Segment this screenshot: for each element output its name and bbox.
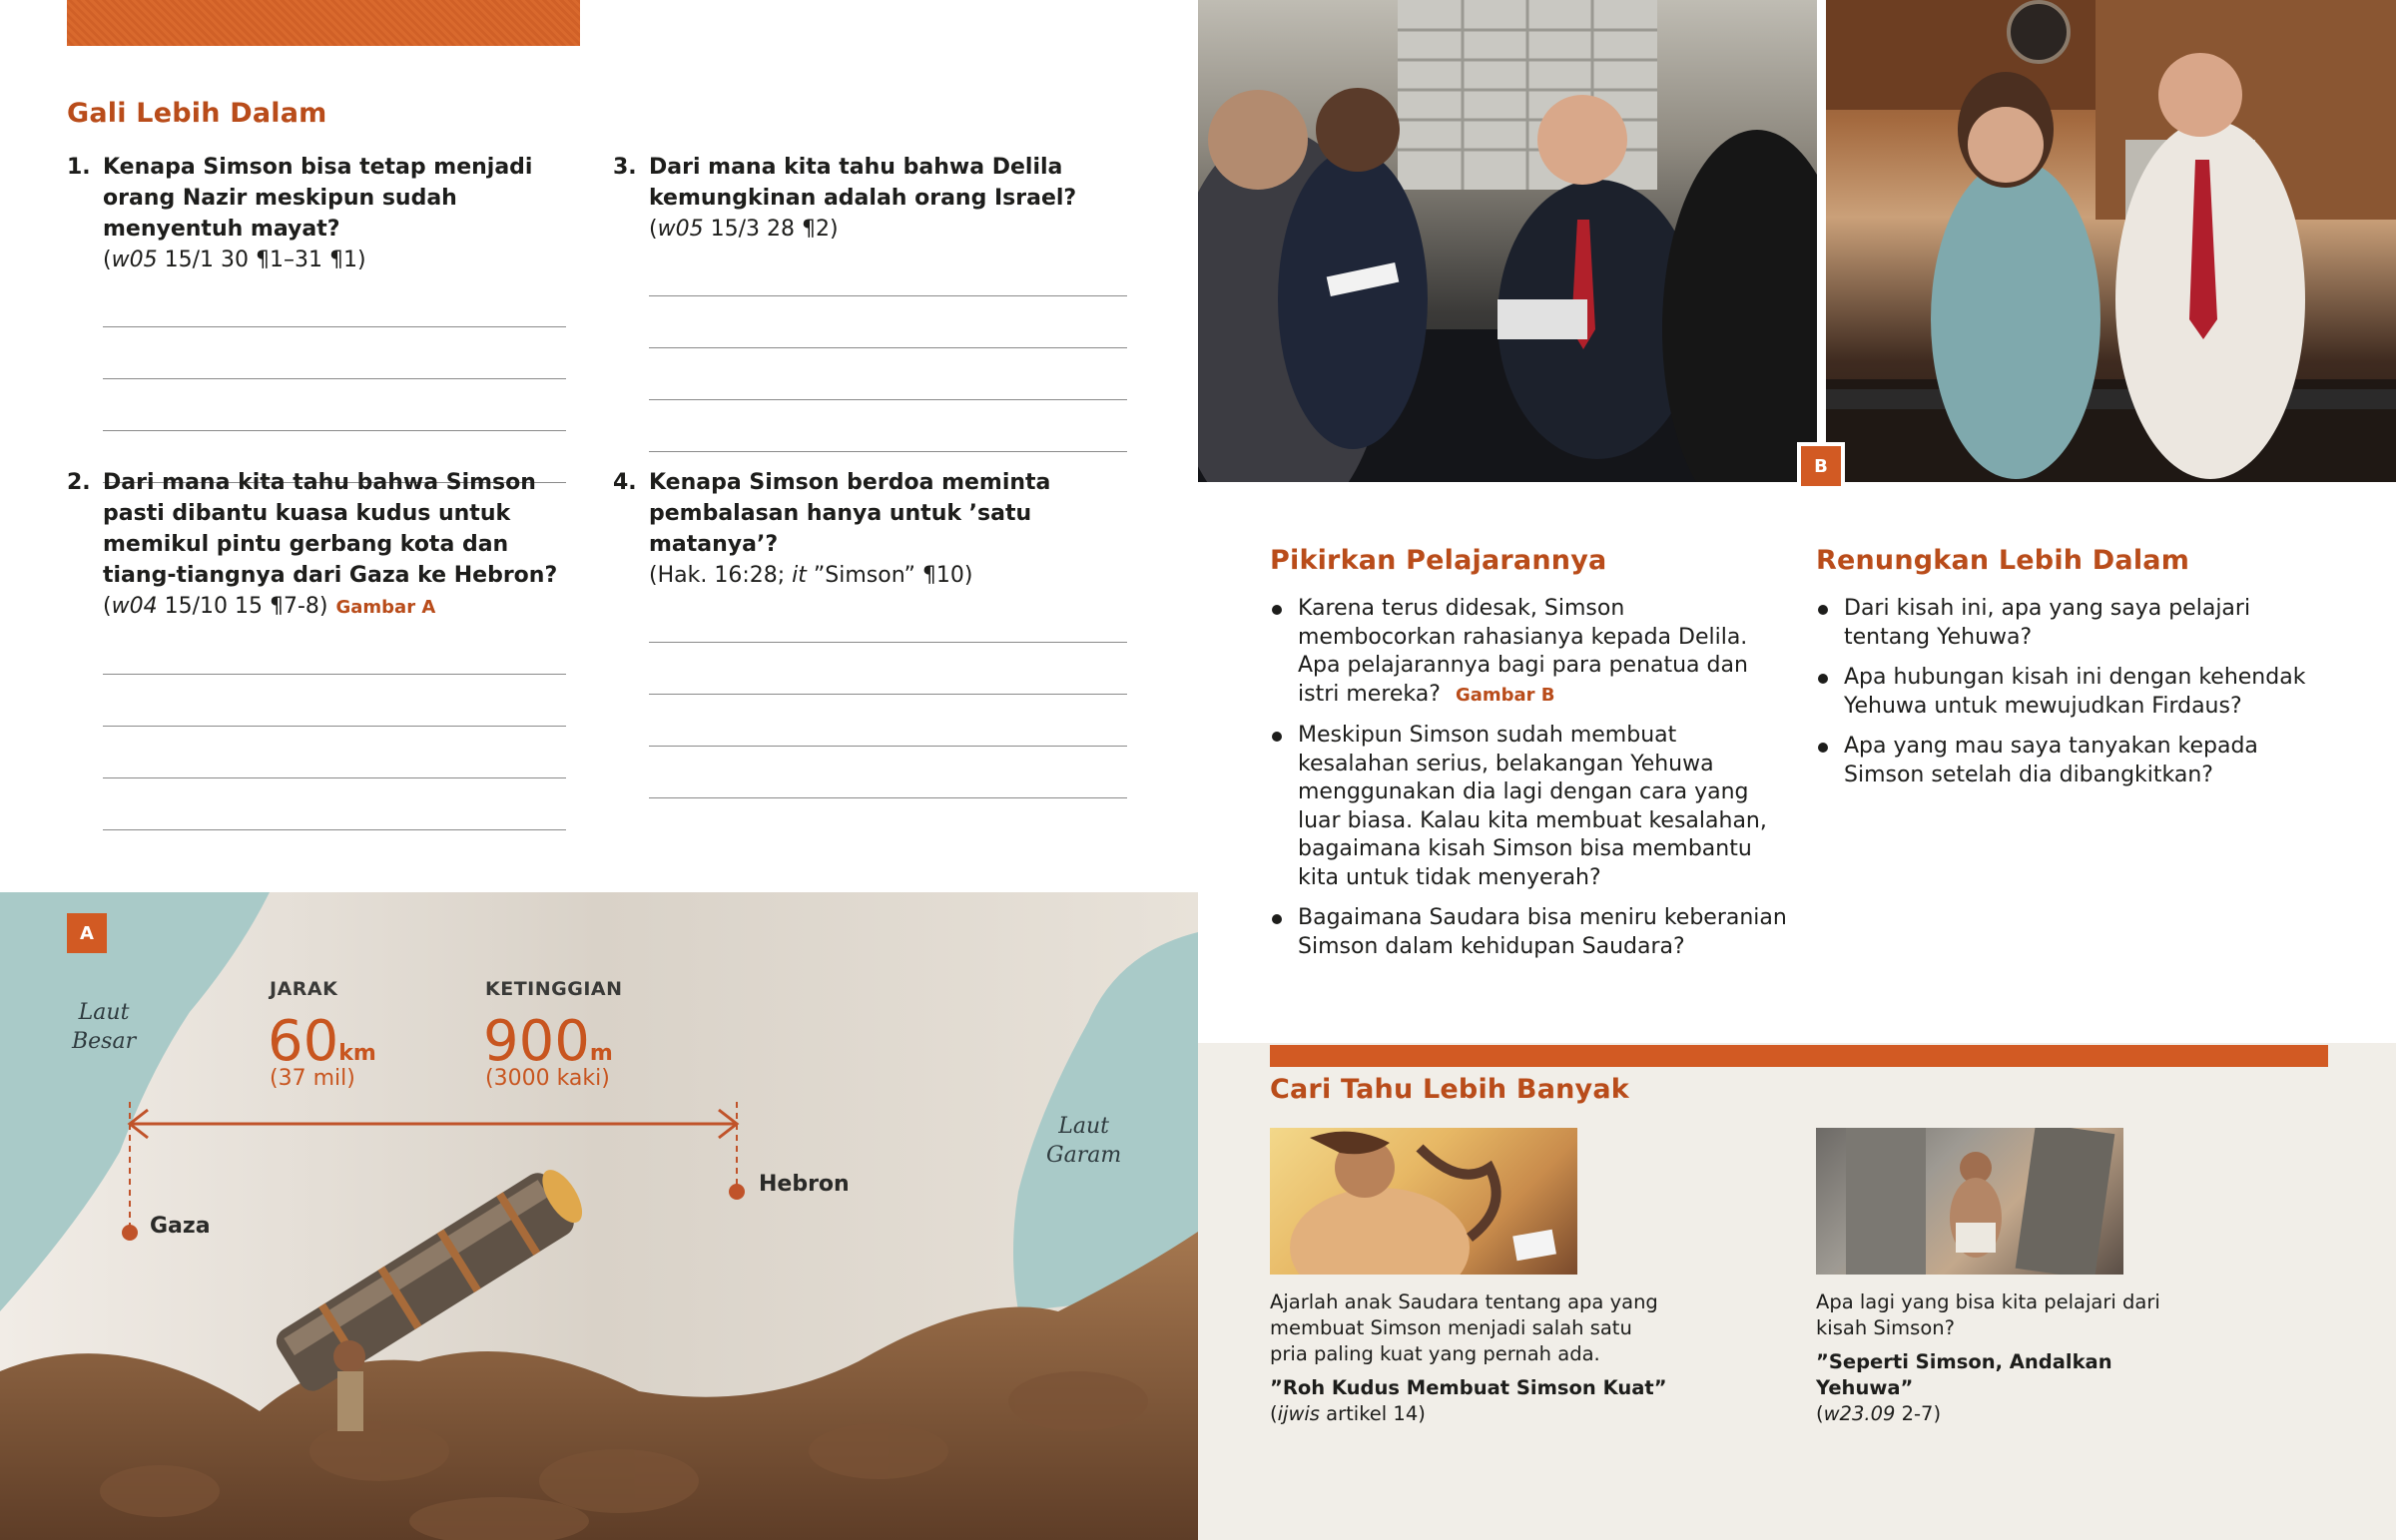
list-item: Dari kisah ini, apa yang saya pelajari tentang Yehuwa? [1816, 595, 2335, 652]
city-hebron: Hebron [759, 1172, 850, 1197]
elevation-value: 900m [483, 1009, 613, 1074]
question-text: Dari mana kita tahu bahwa Simson pasti dibantu kuasa kudus untuk memikul pintu gerbang kota dan tiang-tiangnya dari Gaza ke Hebron? [103, 470, 558, 588]
photo-elders-meeting [1198, 0, 1817, 482]
elevation-label: KETINGGIAN [485, 978, 623, 1000]
gali-section-title: Gali Lebih Dalam [67, 98, 327, 129]
photo-couple-kitchen [1826, 0, 2396, 482]
question-number: 2. [67, 470, 91, 495]
question-text: Kenapa Simson bisa tetap menjadi orang Nazir meskipun sudah menyentuh mayat? [103, 155, 533, 242]
cari-description: Ajarlah anak Saudara tentang apa yang membuat Simson menjadi salah satu pria paling kuat yang pernah ada. [1270, 1290, 1658, 1365]
question-reference[interactable]: (w04 15/10 15 ¶7-8) [103, 594, 328, 619]
question-3 [613, 152, 1127, 452]
pikirkan-title: Pikirkan Pelajarannya [1270, 545, 1607, 576]
cari-orange-bar [1270, 1045, 2328, 1067]
city-gaza: Gaza [150, 1214, 211, 1239]
badge-gambar-b: B [1797, 442, 1845, 490]
list-item: Apa hubungan kisah ini dengan kehendak Yehuwa untuk mewujudkan Firdaus? [1816, 664, 2335, 721]
answer-lines[interactable] [103, 301, 566, 483]
distance-value: 60km [268, 1009, 376, 1074]
question-text: Kenapa Simson berdoa meminta pembalasan hanya untuk ’satu matanya’? [649, 470, 1051, 557]
thumb-simson-kuat[interactable] [1270, 1128, 1577, 1275]
list-item: Karena terus didesak, Simson membocorkan rahasianya kepada Delila. Apa pelajarannya bagi para penatua dan istri mereka? Gambar B [1270, 595, 1789, 710]
sea-label-west: Laut Besar [72, 1000, 137, 1054]
thumb-andalkan-yehuwa[interactable] [1816, 1128, 2123, 1275]
question-number: 4. [613, 470, 637, 495]
list-item: Bagaimana Saudara bisa meniru keberanian Simson dalam kehidupan Saudara? [1270, 904, 1789, 961]
map-gaza-hebron [0, 892, 1198, 1540]
cari-reference: (w23.09 2-7) [1816, 1402, 1942, 1425]
cari-item-1 [1270, 1289, 1669, 1427]
badge-gambar-a: A [67, 913, 107, 953]
distance-alt: (37 mil) [270, 1066, 355, 1091]
sea-label-east: Laut Garam [1046, 1114, 1122, 1168]
cari-title: Cari Tahu Lebih Banyak [1270, 1074, 1629, 1105]
gambar-b-tag: Gambar B [1455, 684, 1555, 706]
question-reference[interactable]: (Hak. 16:28; it ”Simson” ¶10) [649, 563, 973, 588]
list-item: Meskipun Simson sudah membuat kesalahan serius, belakangan Yehuwa menggunakan dia lagi dengan cara yang luar biasa. Kalau kita membuat kesalahan, bagaimana kisah Simson bisa membantu kita untuk tidak menyerah? [1270, 722, 1789, 892]
cari-reference: (ijwis artikel 14) [1270, 1402, 1426, 1425]
question-number: 1. [67, 155, 91, 180]
cari-description: Apa lagi yang bisa kita pelajari dari kisah Simson? [1816, 1290, 2160, 1339]
question-text: Dari mana kita tahu bahwa Delila kemungkinan adalah orang Israel? [649, 155, 1077, 211]
list-item: Apa yang mau saya tanyakan kepada Simson setelah dia dibangkitkan? [1816, 733, 2335, 789]
answer-lines[interactable] [649, 270, 1127, 452]
pikirkan-list [1270, 595, 1789, 973]
question-4 [613, 467, 1127, 798]
answer-lines[interactable] [649, 617, 1127, 798]
renungkan-list [1816, 595, 2335, 801]
cari-link[interactable]: ”Seperti Simson, Andalkan Yehuwa” [1816, 1350, 2112, 1399]
cari-item-2 [1816, 1289, 2215, 1427]
question-2 [67, 467, 566, 830]
answer-lines[interactable] [103, 649, 566, 830]
renungkan-title: Renungkan Lebih Dalam [1816, 545, 2190, 576]
decorative-orange-bar [67, 0, 580, 46]
question-number: 3. [613, 155, 637, 180]
elevation-alt: (3000 kaki) [485, 1066, 610, 1091]
question-1 [67, 152, 566, 483]
gambar-a-tag: Gambar A [335, 597, 436, 618]
cari-link[interactable]: ”Roh Kudus Membuat Simson Kuat” [1270, 1376, 1667, 1399]
distance-label: JARAK [270, 978, 338, 1000]
question-reference[interactable]: (w05 15/3 28 ¶2) [649, 217, 839, 242]
question-reference[interactable]: (w05 15/1 30 ¶1–31 ¶1) [103, 248, 366, 272]
